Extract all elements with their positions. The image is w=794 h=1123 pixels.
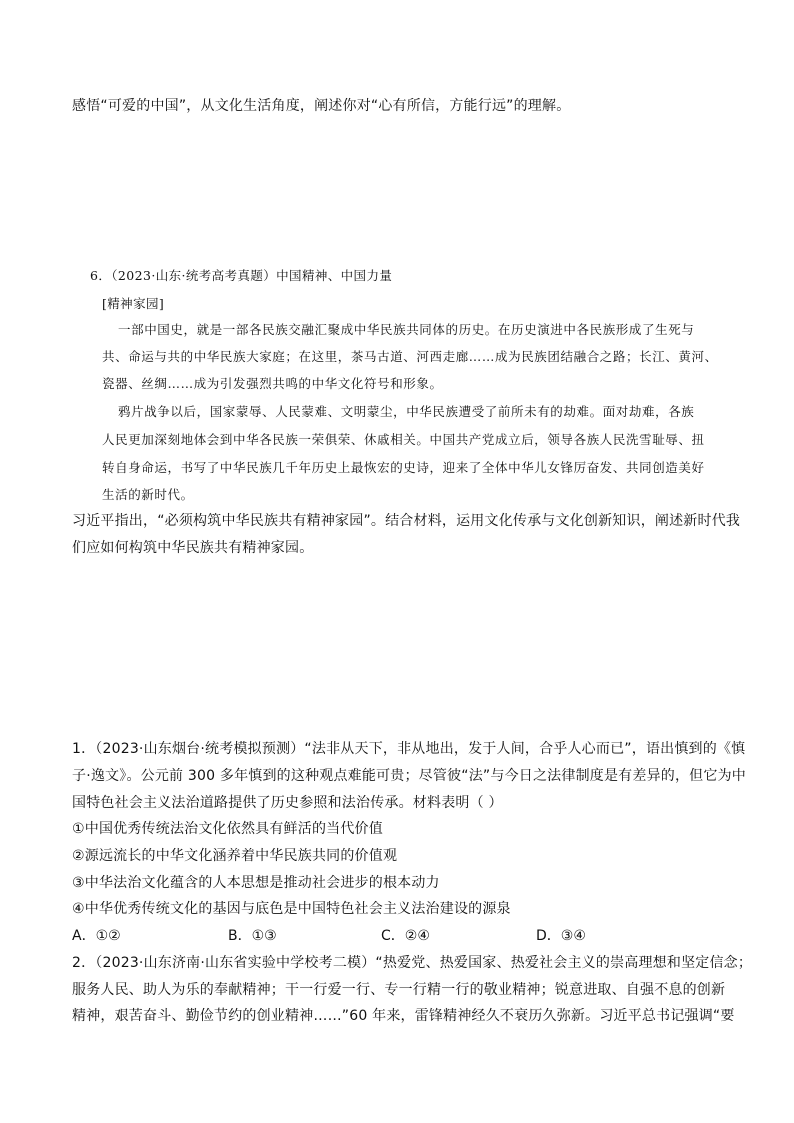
material-paragraph-line: 共、命运与共的中华民族大家庭；在这里，茶马古道、河西走廊……成为民族团结融合之路；长江、黄河、 <box>102 349 718 364</box>
material-paragraph-line: 人民更加深刻地体会到中华各民族一荣俱荣、休戚相关。中国共产党成立后，领导各族人民洗雪耻辱、扭 <box>102 432 705 447</box>
section-label: [精神家园] <box>102 296 165 311</box>
previous-question-text: 感悟“可爱的中国”，从文化生活角度，阐述你对“心有所信，方能行远”的理解。 <box>72 98 571 114</box>
material-paragraph-line: 转自身命运，书写了中华民族几千年历史上最恢宏的史诗，迎来了全体中华儿女锋厉奋发、共同创造美好 <box>102 460 705 475</box>
question-stem-line: 国特色社会主义法治道路提供了历史参照和法治传承。材料表明（ ） <box>72 795 503 811</box>
question-header: 6．（2023·山东·统考高考真题）中国精神、中国力量 <box>90 268 393 283</box>
statement-item: ③中华法治文化蕴含的人本思想是推动社会进步的根本动力 <box>72 875 440 891</box>
statement-item: ④中华优秀传统文化的基因与底色是中国特色社会主义法治建设的源泉 <box>72 901 511 917</box>
material-paragraph-line: 生活的新时代。 <box>102 487 194 502</box>
question-stem-line: 1．（2023·山东烟台·统考模拟预测）“法非从天下，非从地出，发于人间，合乎人心而已”，语出慎到的《慎 <box>72 741 746 757</box>
question-stem-line: 精神，艰苦奋斗、勤俭节约的创业精神……”60 年来，雷锋精神经久不衰历久弥新。习近平总书记强调“要 <box>72 1008 735 1024</box>
material-paragraph-line: 一部中国史，就是一部各民族交融汇聚成中华民族共同体的历史。在历史演进中各民族形成了生死与 <box>118 322 695 337</box>
material-paragraph-line: 鸦片战争以后，国家蒙辱、人民蒙难、文明蒙尘，中华民族遭受了前所未有的劫难。面对劫难，各族 <box>118 404 695 419</box>
answer-option-d[interactable]: D．③④ <box>536 928 586 944</box>
statement-item: ①中国优秀传统法治文化依然具有鲜活的当代价值 <box>72 821 383 837</box>
question-stem-line: 2．（2023·山东济南·山东省实验中学校考二模）“热爱党、热爱国家、热爱社会主义的崇高理想和坚定信念； <box>72 955 753 971</box>
answer-option-b[interactable]: B．①③ <box>228 928 277 944</box>
question-prompt-line: 们应如何构筑中华民族共有精神家园。 <box>72 540 314 556</box>
material-paragraph-line: 瓷器、丝绸……成为引发强烈共鸣的中华文化符号和形象。 <box>102 376 443 391</box>
answer-option-c[interactable]: C．②④ <box>381 928 430 944</box>
question-prompt-line: 习近平指出，“必须构筑中华民族共有精神家园”。结合材料，运用文化传承与文化创新知识，阐述新时代我 <box>72 513 741 529</box>
answer-option-a[interactable]: A．①② <box>72 928 121 944</box>
question-stem-line: 服务人民、助人为乐的奉献精神；干一行爱一行、专一行精一行的敬业精神；锐意进取、自强不息的创新 <box>72 982 726 998</box>
question-stem-line: 子·逸文》。公元前 300 多年慎到的这种观点难能可贵；尽管彼“法”与今日之法律制度是有差异的，但它为中 <box>72 768 746 784</box>
statement-item: ②源远流长的中华文化涵养着中华民族共同的价值观 <box>72 848 398 864</box>
